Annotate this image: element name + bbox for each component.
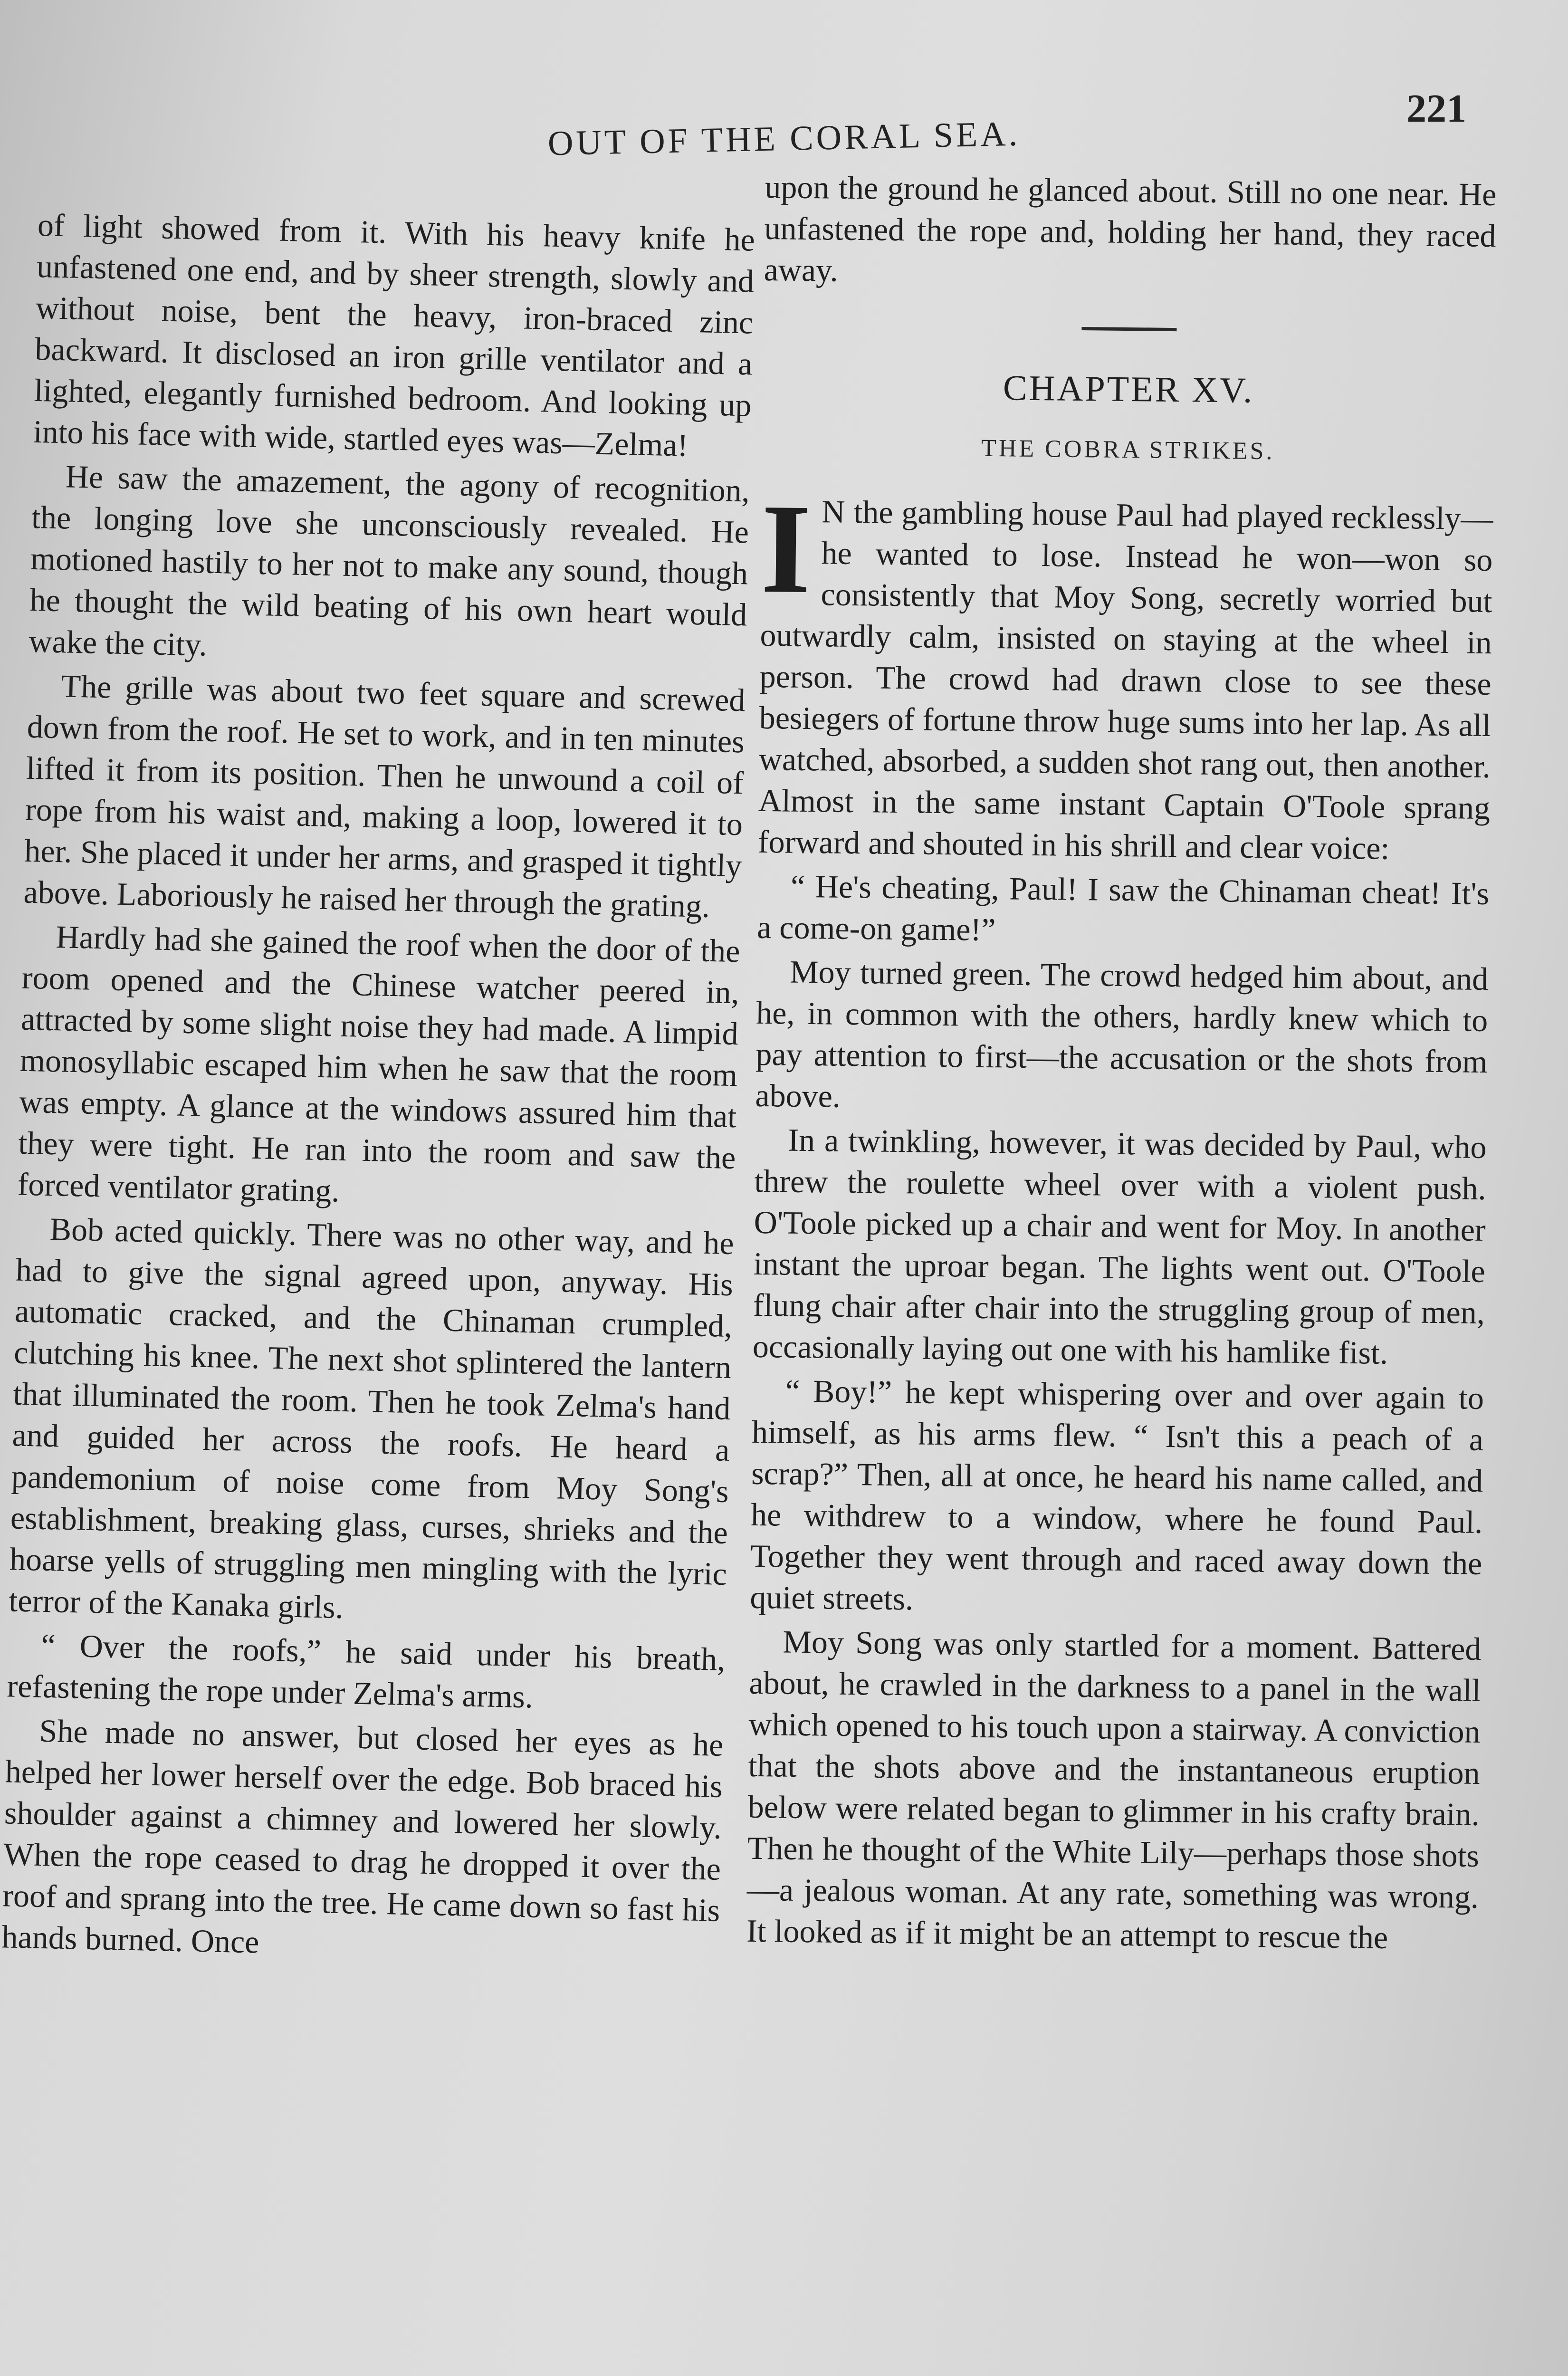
paragraph: In a twinkling, however, it was decided by Paul, who threw the roulette wheel over with a violent push. O'Toole picked up a chair and went for Moy. In another instant the uproar began. The lights went out. O'Toole flung chair after chair into the struggling group of men, occasionally laying out one with his hamlike fist.: [752, 1121, 1487, 1371]
paragraph: upon the ground he glanced about. Still no one near. He unfastened the rope and, holding her hand, they raced away.: [764, 168, 1497, 288]
paragraph: Moy turned green. The crowd hedged him about, and he, in common with the others, hardly knew which to pay attention to first—the accusation or the shots from above.: [755, 953, 1489, 1114]
paragraph: “ He's cheating, Paul! I saw the Chinaman cheat! It's a come-on game!”: [756, 868, 1490, 948]
paragraph: The grille was about two feet square and screwed down from the roof. He set to work, and in ten minutes lifted it from its position. Then he unwound a coil of rope from his waist and, making a loop, lowered it to her. She placed it under her arms, and grasped it tightly above. Laboriously he raised her through the grating.: [23, 668, 746, 924]
paragraph: of light showed from it. With his heavy knife he unfastened one end, and by sheer strength, slowly and without noise, bent the heavy, iron-braced zinc backward. It disclosed an iron grille ventilator and a lighted, elegantly furnished bedroom. And looking up into his face with wide, startled eyes was—Zelma!: [33, 206, 755, 463]
paragraph: “ Over the roofs,” he said under his breath, refastening the rope under Zelma's arms.: [6, 1627, 726, 1715]
paragraph: Hardly had she gained the roof when the door of the room opened and the Chinese watcher peered in, attracted by some slight noise they had made. A limpid monosyllabic escaped him when he saw that the room was empty. A glance at the windows assured him that they were tight. He ran into the room and saw the forced ventilator grating.: [17, 919, 741, 1209]
drop-cap: I: [760, 477, 812, 621]
paragraph: Moy Song was only startled for a moment. Battered about, he crawled in the darkness to a panel in the wall which opened to his touch upon a stairway. A conviction that the shots above and the instantaneous eruption below were related began to glimmer in his crafty brain. Then he thought of the White Lily—perhaps those shots—a jealous woman. At any rate, something was wrong. It looked as if it might be an attempt to rescue the: [746, 1623, 1482, 1955]
paragraph: He saw the amazement, the agony of recognition, the longing love she unconsciously revealed. He motioned hastily to her not to make any sound, though he thought the wild beating of his own heart would wake the city.: [28, 458, 750, 663]
left-column: [1, 204, 755, 1973]
first-paragraph-text: N the gambling house Paul had played recklessly—he wanted to lose. Instead he won—won so consistently that Moy Song, secretly worried but outwardly calm, insisted on staying at the wheel in person. The crowd had drawn close to see these besiegers of fortune throw huge sums into her lap. As all watched, absorbed, a sudden shot rang out, then another. Almost in the same instant Captain O'Toole sprang forward and shouted in his shrill and clear voice:: [757, 493, 1493, 866]
running-title: OUT OF THE CORAL SEA.: [547, 114, 1021, 163]
chapter-first-paragraph: [757, 477, 1493, 870]
paragraph: “ Boy!” he kept whispering over and over again to himself, as his arms flew. “ Isn't this a peach of a scrap?” Then, all at once, he heard his name called, and he withdrew to a window, where he found Paul. Together they went through and raced away down the quiet streets.: [750, 1372, 1484, 1617]
paragraph: Bob acted quickly. There was no other way, and he had to give the signal agreed upon, anyway. His automatic cracked, and the Chinaman crumpled, clutching his knee. The next shot splintered the lantern that illuminated the room. Then he took Zelma's hand and guided her across the roofs. He heard a pandemonium of noise come from Moy Song's establishment, breaking glass, curses, shrieks and the hoarse yells of struggling men mingling with the lyric terror of the Kanaka girls.: [8, 1211, 735, 1626]
paragraph: She made no answer, but closed her eyes as he helped her lower herself over the edge. Bob braced his shoulder against a chimney and lowered her slowly. When the rope ceased to drag he dropped it over the roof and sprang into the tree. He came down so fast his hands burned. Once: [1, 1712, 724, 1960]
section-divider: [1081, 327, 1176, 331]
page-number: 221: [1406, 86, 1466, 131]
chapter-subtitle: THE COBRA STRIKES.: [981, 434, 1275, 465]
chapter-title: CHAPTER XV.: [1003, 368, 1254, 411]
right-column: [746, 166, 1497, 1959]
